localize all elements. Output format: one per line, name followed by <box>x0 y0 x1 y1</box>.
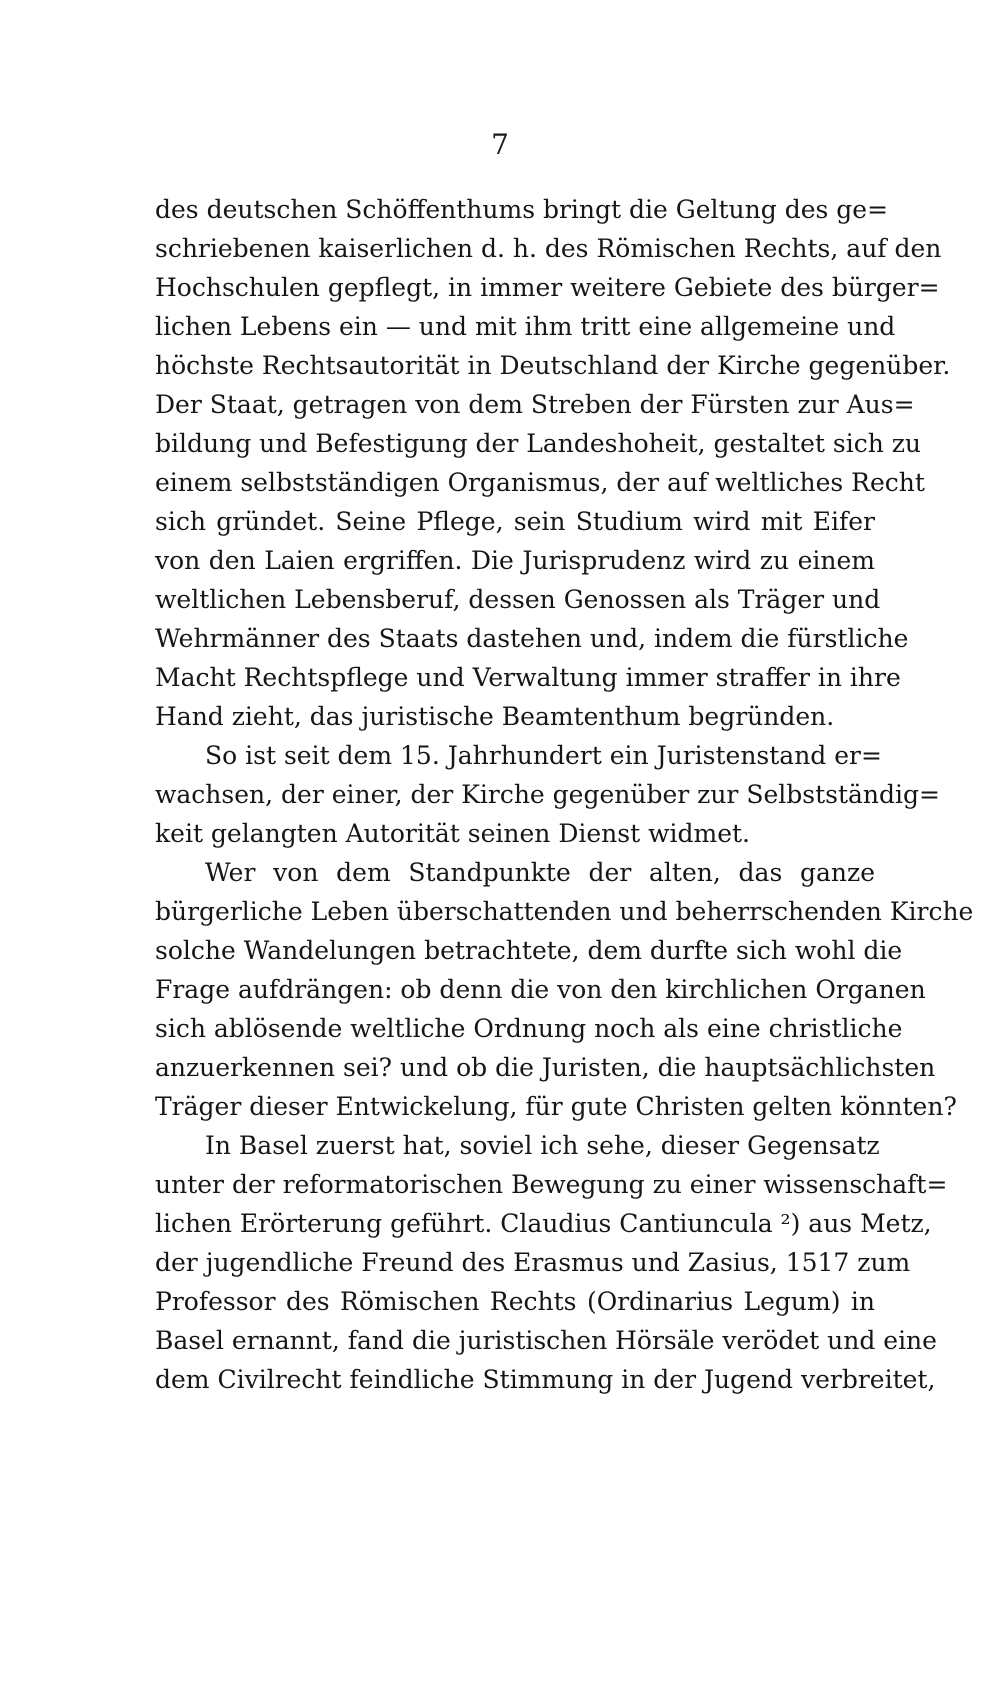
text-line: Träger dieser Entwickelung, für gute Christen gelten könnten? <box>155 1092 957 1121</box>
text-line: Der Staat, getragen von dem Streben der Fürsten zur Aus= <box>155 390 915 419</box>
text-line: Hochschulen gepflegt, in immer weitere Gebiete des bürger= <box>155 273 940 302</box>
text-line: dem Civilrecht feindliche Stimmung in der Jugend verbreitet, <box>155 1365 936 1394</box>
text-line: lichen Lebens ein — und mit ihm tritt eine allgemeine und <box>155 312 896 341</box>
text-line: einem selbstständigen Organismus, der auf weltliches Recht <box>155 468 925 497</box>
text-line: Wehrmänner des Staats dastehen und, indem die fürstliche <box>155 624 909 653</box>
text-line: des deutschen Schöffenthums bringt die Geltung des ge= <box>155 195 889 224</box>
text-line: anzuerkennen sei? und ob die Juristen, die hauptsächlichsten <box>155 1053 936 1082</box>
text-line: Frage aufdrängen: ob denn die von den kirchlichen Organen <box>155 975 926 1004</box>
text-line: keit gelangten Autorität seinen Dienst widmet. <box>155 819 750 848</box>
page-number: 7 <box>491 128 509 161</box>
text-line: In Basel zuerst hat, soviel ich sehe, dieser Gegensatz <box>205 1131 880 1160</box>
text-line: Basel ernannt, fand die juristischen Hörsäle verödet und eine <box>155 1326 937 1355</box>
text-line: solche Wandelungen betrachtete, dem durfte sich wohl die <box>155 936 903 965</box>
text-line: sich gründet. Seine Pflege, sein Studium wird mit Eifer <box>155 507 875 536</box>
text-line: weltlichen Lebensberuf, dessen Genossen als Träger und <box>155 585 881 614</box>
text-line: So ist seit dem 15. Jahrhundert ein Juristenstand er= <box>205 741 882 770</box>
text-line: Wer von dem Standpunkte der alten, das ganze <box>205 858 875 887</box>
text-line: Hand zieht, das juristische Beamtenthum begründen. <box>155 702 835 731</box>
text-line: bürgerliche Leben überschattenden und beherrschenden Kirche <box>155 897 974 926</box>
text-line: unter der reformatorischen Bewegung zu einer wissenschaft= <box>155 1170 948 1199</box>
text-line: Macht Rechtspflege und Verwaltung immer straffer in ihre <box>155 663 901 692</box>
text-line: der jugendliche Freund des Erasmus und Zasius, 1517 zum <box>155 1248 911 1277</box>
text-line: bildung und Befestigung der Landeshoheit, gestaltet sich zu <box>155 429 922 458</box>
body-text <box>155 190 974 1399</box>
text-line: wachsen, der einer, der Kirche gegenüber zur Selbstständig= <box>155 780 940 809</box>
text-line: lichen Erörterung geführt. Claudius Cantiuncula ²) aus Metz, <box>155 1209 932 1238</box>
text-line: höchste Rechtsautorität in Deutschland der Kirche gegenüber. <box>155 351 951 380</box>
text-line: schriebenen kaiserlichen d. h. des Römischen Rechts, auf den <box>155 234 942 263</box>
text-line: Professor des Römischen Rechts (Ordinarius Legum) in <box>155 1287 875 1316</box>
text-line: von den Laien ergriffen. Die Jurisprudenz wird zu einem <box>155 546 875 575</box>
text-line: sich ablösende weltliche Ordnung noch als eine christliche <box>155 1014 903 1043</box>
